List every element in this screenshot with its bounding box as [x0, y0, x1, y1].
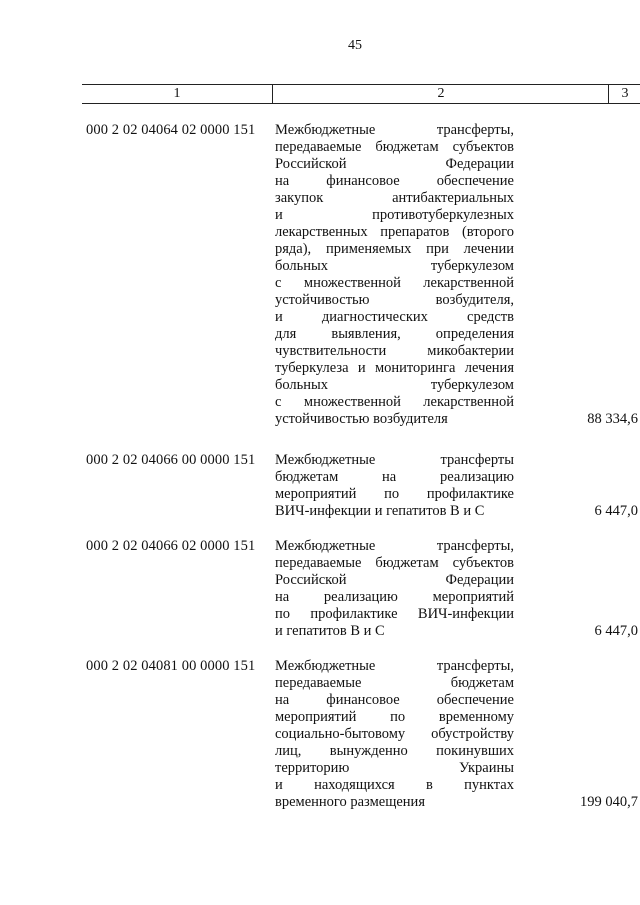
budget-code: 000 2 02 04064 02 0000 151 — [86, 122, 256, 138]
description-line: с множественной лекарственной — [275, 275, 514, 291]
description-line: ряда), применяемых при лечении — [275, 241, 514, 257]
header-col-2: 2 — [272, 85, 609, 103]
header-col-1: 1 — [173, 86, 181, 101]
description-line: на финансовое обеспечение — [275, 173, 514, 189]
table-header — [82, 84, 640, 104]
description-line: устойчивостью возбудителя — [275, 411, 448, 427]
row-amount: 88 334,6 — [587, 411, 638, 427]
description-line: Межбюджетные трансферты, — [275, 658, 514, 674]
description-line: закупок антибактериальных — [275, 190, 514, 206]
description-line: по профилактике ВИЧ-инфекции — [275, 606, 514, 622]
description-line: с множественной лекарственной — [275, 394, 514, 410]
row-amount: 199 040,7 — [580, 794, 638, 810]
description-line: на финансовое обеспечение — [275, 692, 514, 708]
description-line: на реализацию мероприятий — [275, 589, 514, 605]
description-line: и противотуберкулезных — [275, 207, 514, 223]
description-line: и находящихся в пунктах — [275, 777, 514, 793]
description-line: мероприятий по временному — [275, 709, 514, 725]
budget-code: 000 2 02 04066 02 0000 151 — [86, 538, 256, 554]
description-line: мероприятий по профилактике — [275, 486, 514, 502]
description-line: временного размещения — [275, 794, 425, 810]
description-line: территорию Украины — [275, 760, 514, 776]
row-description — [275, 538, 514, 640]
row-description — [275, 452, 514, 520]
row-amount: 6 447,0 — [594, 623, 638, 639]
description-line: Межбюджетные трансферты — [275, 452, 514, 468]
page-number: 45 — [348, 38, 362, 53]
description-line: для выявления, определения — [275, 326, 514, 342]
description-line: чувствительности микобактерии — [275, 343, 514, 359]
budget-code: 000 2 02 04081 00 0000 151 — [86, 658, 256, 674]
budget-code: 000 2 02 04066 00 0000 151 — [86, 452, 256, 468]
description-line: Межбюджетные трансферты, — [275, 122, 514, 138]
description-line: лекарственных препаратов (второго — [275, 224, 514, 240]
description-line: Межбюджетные трансферты, — [275, 538, 514, 554]
row-amount: 6 447,0 — [594, 503, 638, 519]
description-line: Российской Федерации — [275, 156, 514, 172]
description-line: туберкулеза и мониторинга лечения — [275, 360, 514, 376]
description-line: Российской Федерации — [275, 572, 514, 588]
description-line: передаваемые бюджетам — [275, 675, 514, 691]
description-line: устойчивостью возбудителя, — [275, 292, 514, 308]
description-line: ВИЧ-инфекции и гепатитов В и С — [275, 503, 485, 519]
description-line: бюджетам на реализацию — [275, 469, 514, 485]
row-description — [275, 658, 514, 811]
description-line: и диагностических средств — [275, 309, 514, 325]
header-col-3: 3 — [608, 85, 640, 103]
description-line: передаваемые бюджетам субъектов — [275, 139, 514, 155]
description-line: и гепатитов В и С — [275, 623, 385, 639]
description-line: больных туберкулезом — [275, 377, 514, 393]
description-line: социально-бытовому обустройству — [275, 726, 514, 742]
description-line: больных туберкулезом — [275, 258, 514, 274]
description-line: передаваемые бюджетам субъектов — [275, 555, 514, 571]
description-line: лиц, вынужденно покинувших — [275, 743, 514, 759]
row-description — [275, 122, 514, 428]
